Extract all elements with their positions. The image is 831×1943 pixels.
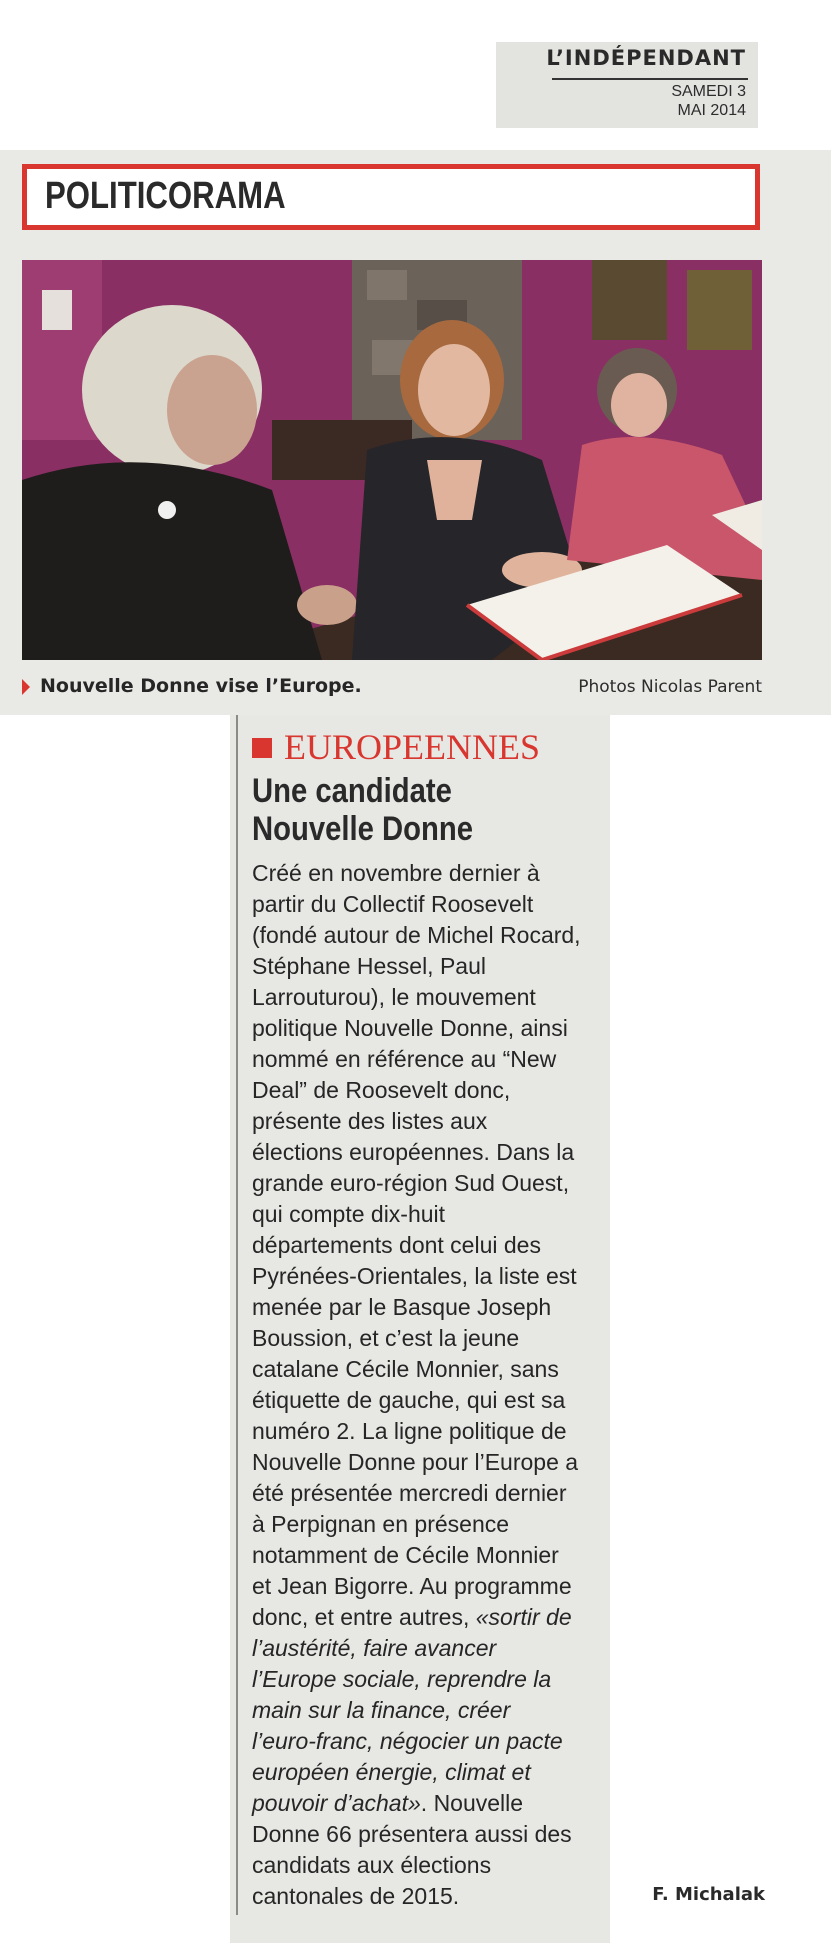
caption-marker-icon bbox=[22, 679, 30, 695]
kicker-text: EUROPEENNES bbox=[284, 727, 541, 767]
body-line: départements dont celui des bbox=[252, 1232, 541, 1258]
quote-line: l’euro-franc, négocier un pacte bbox=[252, 1728, 563, 1754]
body-text: . Nouvelle bbox=[420, 1790, 524, 1816]
kicker-square-icon bbox=[252, 738, 272, 758]
body-line: Nouvelle Donne pour l’Europe a bbox=[252, 1449, 579, 1475]
quote-text: «sortir de bbox=[475, 1604, 572, 1630]
photo-caption bbox=[22, 674, 762, 704]
body-line bbox=[252, 1602, 610, 1633]
issue-date bbox=[671, 82, 746, 120]
body-line: catalane Cécile Monnier, sans bbox=[252, 1356, 559, 1382]
body-line: Pyrénées-Orientales, la liste est bbox=[252, 1263, 577, 1289]
body-line: élections européennes. Dans la bbox=[252, 1139, 575, 1165]
body-line: (fondé autour de Michel Rocard, bbox=[252, 922, 581, 948]
photo-credit: Photos Nicolas Parent bbox=[578, 677, 762, 697]
photo-notice bbox=[42, 290, 72, 330]
body-line: candidats aux élections bbox=[252, 1852, 492, 1878]
section-title: POLITICORAMA bbox=[45, 175, 286, 217]
photo-badge bbox=[158, 501, 176, 519]
article-kicker bbox=[252, 728, 610, 768]
section-banner-inner bbox=[27, 169, 755, 225]
body-line bbox=[252, 1788, 610, 1819]
body-line: Larrouturou), le mouvement bbox=[252, 984, 536, 1010]
body-line: présente des listes aux bbox=[252, 1108, 488, 1134]
article-photo bbox=[22, 260, 762, 660]
body-line: Boussion, et c’est la jeune bbox=[252, 1325, 520, 1351]
photo-person-center-face bbox=[418, 344, 490, 436]
body-line: qui compte dix-huit bbox=[252, 1201, 446, 1227]
article-body bbox=[252, 858, 610, 1912]
body-line: partir du Collectif Roosevelt bbox=[252, 891, 534, 917]
body-line: Donne 66 présentera aussi des bbox=[252, 1821, 572, 1847]
body-line: Créé en novembre dernier à bbox=[252, 860, 540, 886]
article bbox=[252, 728, 610, 1912]
body-line: grande euro-région Sud Ouest, bbox=[252, 1170, 570, 1196]
headline-line: Une candidate bbox=[252, 772, 452, 810]
article-headline bbox=[252, 772, 613, 848]
paper-margin-right bbox=[610, 715, 831, 1943]
author-signature: F. Michalak bbox=[652, 1884, 765, 1905]
body-line: été présentée mercredi dernier bbox=[252, 1480, 567, 1506]
masthead-rule bbox=[552, 78, 748, 80]
issue-date-day: SAMEDI 3 bbox=[671, 83, 746, 100]
body-line: notamment de Cécile Monnier bbox=[252, 1542, 559, 1568]
masthead bbox=[496, 42, 758, 128]
quote-text: pouvoir d’achat» bbox=[252, 1790, 421, 1816]
paper-margin-left bbox=[0, 715, 230, 1943]
photo-poster-left bbox=[592, 260, 667, 340]
column-rule bbox=[236, 715, 238, 1915]
quote-line: l’austérité, faire avancer bbox=[252, 1635, 497, 1661]
section-banner bbox=[22, 164, 760, 230]
body-line: cantonales de 2015. bbox=[252, 1883, 460, 1909]
photo-person-left-face bbox=[167, 355, 257, 465]
body-line: Stéphane Hessel, Paul bbox=[252, 953, 486, 979]
body-line: menée par le Basque Joseph bbox=[252, 1294, 552, 1320]
photo-illustration bbox=[22, 260, 762, 660]
body-line: et Jean Bigorre. Au programme bbox=[252, 1573, 572, 1599]
quote-line: européen énergie, climat et bbox=[252, 1759, 531, 1785]
headline-line: Nouvelle Donne bbox=[252, 810, 473, 848]
body-line: étiquette de gauche, qui est sa bbox=[252, 1387, 566, 1413]
photo-poster-right bbox=[687, 270, 752, 350]
body-line: nommé en référence au “New bbox=[252, 1046, 557, 1072]
body-line: numéro 2. La ligne politique de bbox=[252, 1418, 567, 1444]
body-line: Deal” de Roosevelt donc, bbox=[252, 1077, 511, 1103]
photo-person-right-face bbox=[611, 373, 667, 437]
photo-person-left-hand bbox=[297, 585, 357, 625]
quote-line: main sur la finance, créer bbox=[252, 1697, 511, 1723]
body-line: politique Nouvelle Donne, ainsi bbox=[252, 1015, 568, 1041]
newspaper-name: L’INDÉPENDANT bbox=[546, 46, 746, 70]
quote-line: l’Europe sociale, reprendre la bbox=[252, 1666, 552, 1692]
caption-text: Nouvelle Donne vise l’Europe. bbox=[40, 675, 362, 697]
photo-stone bbox=[367, 270, 407, 300]
issue-date-month: MAI 2014 bbox=[677, 102, 746, 119]
body-line: à Perpignan en présence bbox=[252, 1511, 510, 1537]
body-text: donc, et entre autres, bbox=[252, 1604, 476, 1630]
